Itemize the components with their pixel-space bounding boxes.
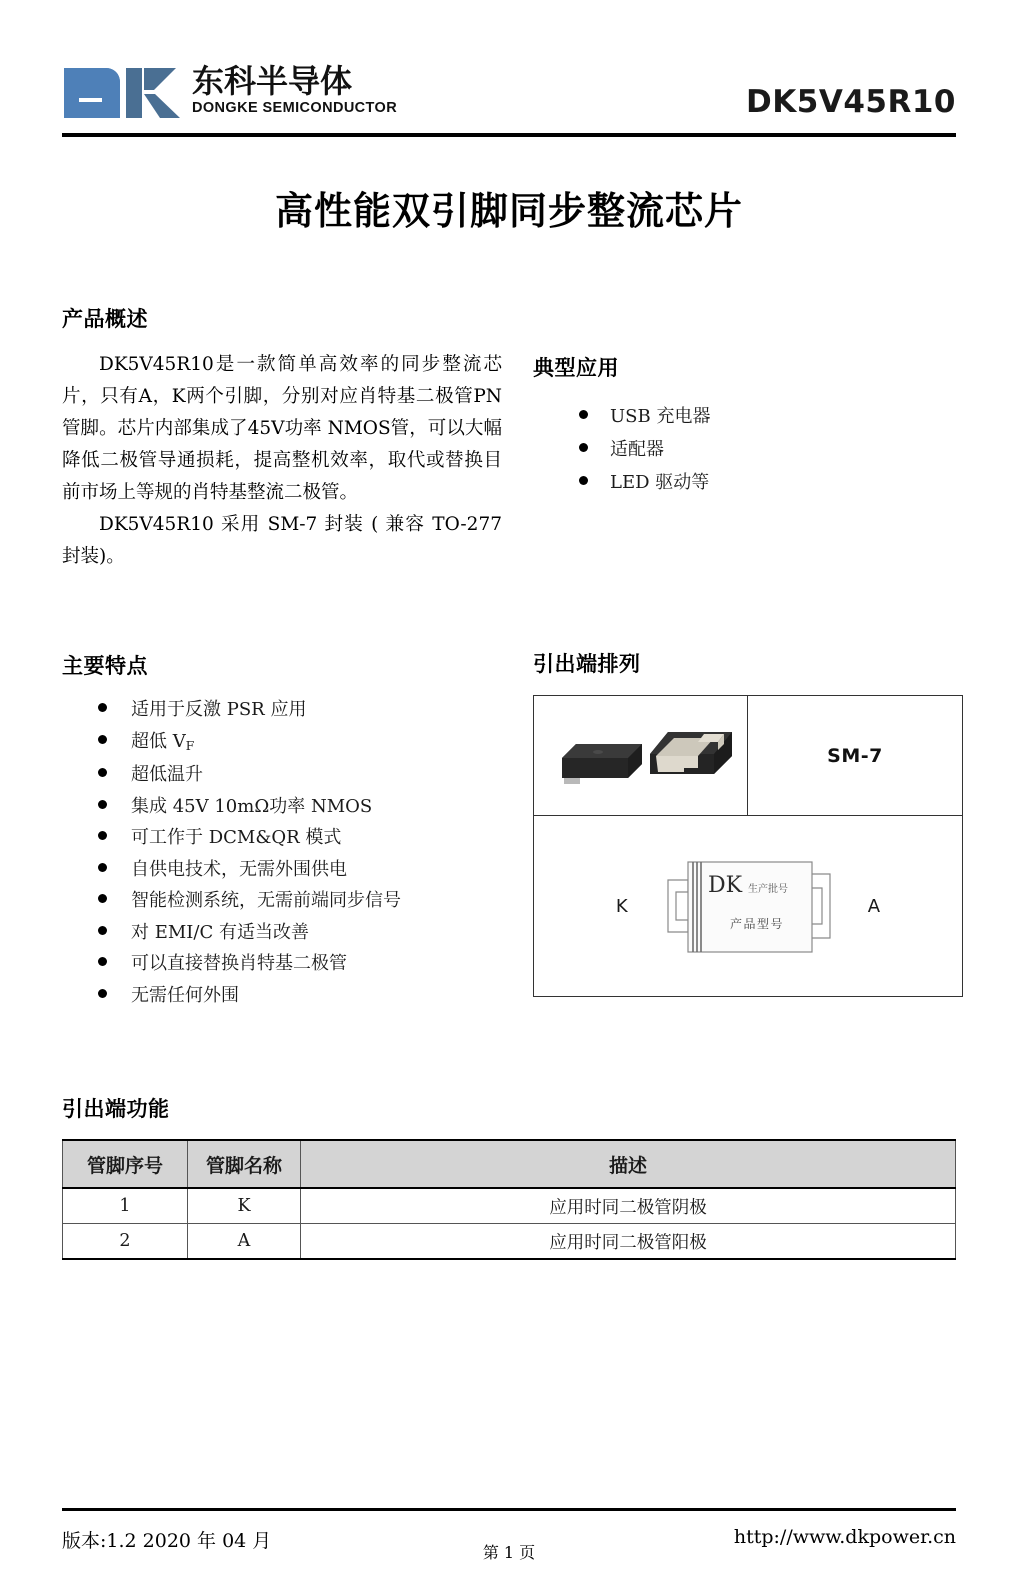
list-item <box>98 948 512 980</box>
header-divider <box>62 133 956 137</box>
pinout-bottom-row <box>534 815 962 996</box>
bullet-icon <box>579 443 588 452</box>
feature-label: 对 EMI/C 有适当改善 <box>131 921 309 943</box>
bullet-icon <box>98 703 107 712</box>
list-item <box>579 400 953 433</box>
cell-description: 应用时同二极管阴极 <box>301 1188 956 1224</box>
overview-paragraph-1: DK5V45R10是一款简单高效率的同步整流芯片，只有A，K两个引脚，分别对应肖特基二极管PN管脚。芯片内部集成了45V功率 NMOS管，可以大幅降低二极管导通损耗，提高整机效率，取代或替换目前市场上等规的肖特基整流二极管。 <box>62 354 502 503</box>
package-outline-drawing <box>616 846 880 966</box>
overview-body <box>62 349 502 573</box>
vf-subscript: F <box>185 738 195 753</box>
pin-arrangement-section <box>533 648 953 997</box>
list-item <box>98 759 512 791</box>
features-heading: 主要特点 <box>62 655 148 678</box>
company-logo <box>62 64 397 122</box>
table-row <box>63 1188 956 1224</box>
table-header <box>63 1140 956 1188</box>
application-label: USB 充电器 <box>610 406 711 427</box>
feature-label: 适用于反激 PSR 应用 <box>131 699 307 720</box>
pin-function-section <box>62 1093 956 1260</box>
overview-paragraph-2: DK5V45R10 采用 SM-7 封装 ( 兼容 TO-277 封装)。 <box>62 514 502 567</box>
feature-label: 智能检测系统，无需前端同步信号 <box>131 890 401 911</box>
column-header-description: 描述 <box>301 1140 956 1188</box>
svg-text:生产批号: 生产批号 <box>747 884 788 895</box>
applications-list <box>579 400 953 499</box>
bullet-icon <box>98 989 107 998</box>
bullet-icon <box>98 800 107 809</box>
pinout-box <box>533 695 963 997</box>
package-photo-image <box>546 712 736 800</box>
pinout-top-row <box>534 696 962 815</box>
company-name-en: DONGKE SEMICONDUCTOR <box>192 100 398 116</box>
pin-label-a: A <box>867 895 881 917</box>
part-number: DK5V45R10 <box>746 84 956 120</box>
footer-url[interactable]: http://www.dkpower.cn <box>733 1526 956 1548</box>
feature-label: 超低温升 <box>131 764 203 785</box>
list-item <box>579 466 953 499</box>
page-footer <box>62 1518 956 1568</box>
list-item <box>98 726 512 760</box>
list-item <box>98 854 512 886</box>
package-outline-svg <box>654 846 844 966</box>
bullet-icon <box>98 926 107 935</box>
cell-pin-number: 2 <box>63 1224 188 1260</box>
table-body <box>63 1188 956 1259</box>
pinout-heading: 引出端排列 <box>533 653 641 676</box>
bullet-icon <box>579 476 588 485</box>
feature-label: 集成 45V 10mΩ功率 NMOS <box>131 795 373 817</box>
svg-text:产品型号: 产品型号 <box>729 917 784 931</box>
bullet-icon <box>579 410 588 419</box>
feature-label: 超低 $V_F$ <box>131 730 195 753</box>
list-item <box>98 917 512 949</box>
typical-applications-section <box>533 352 953 499</box>
list-item <box>98 980 512 1012</box>
list-item <box>579 433 953 466</box>
cell-pin-name: A <box>188 1224 301 1260</box>
footer-page-number: 第 1 页 <box>482 1543 536 1562</box>
features-list <box>98 694 512 1011</box>
bullet-icon <box>98 768 107 777</box>
bullet-icon <box>98 863 107 872</box>
svg-text:DK: DK <box>707 873 742 898</box>
applications-heading: 典型应用 <box>533 357 619 380</box>
bullet-icon <box>98 831 107 840</box>
list-item <box>98 822 512 854</box>
feature-label: 自供电技术，无需外围供电 <box>131 858 347 880</box>
pin-function-table <box>62 1139 956 1260</box>
feature-label: 无需任何外围 <box>131 984 239 1006</box>
feature-label: 可以直接替换肖特基二极管 <box>131 953 347 974</box>
logo-wordmark <box>192 63 397 116</box>
package-photo-cell <box>534 696 748 815</box>
pin-label-k: K <box>615 895 628 917</box>
footer-version: 版本:1.2 2020 年 04 月 <box>62 1530 272 1552</box>
cell-pin-name: K <box>188 1188 301 1224</box>
application-label: 适配器 <box>610 439 664 460</box>
bullet-icon <box>98 957 107 966</box>
feature-label: 可工作于 DCM&QR 模式 <box>131 827 342 848</box>
package-name-cell: SM-7 <box>827 744 883 767</box>
list-item <box>98 885 512 917</box>
company-name-cn: 东科半导体 <box>192 63 353 99</box>
bullet-icon <box>98 894 107 903</box>
column-header-pin-number: 管脚序号 <box>63 1140 188 1188</box>
table-row <box>63 1224 956 1260</box>
key-features-section <box>62 650 512 1011</box>
page-title: 高性能双引脚同步整流芯片 <box>274 191 743 233</box>
list-item <box>98 694 512 726</box>
cell-description: 应用时同二极管阳极 <box>301 1224 956 1260</box>
footer-divider <box>62 1508 956 1511</box>
table-header-row <box>63 1140 956 1188</box>
bullet-icon <box>98 735 107 744</box>
product-overview-section <box>62 303 502 573</box>
dk-logo-mark-icon <box>62 64 184 122</box>
page-header <box>62 58 956 138</box>
cell-pin-number: 1 <box>63 1188 188 1224</box>
column-header-pin-name: 管脚名称 <box>188 1140 301 1188</box>
application-label: LED 驱动等 <box>610 472 710 493</box>
overview-heading: 产品概述 <box>62 308 148 331</box>
list-item <box>98 791 512 823</box>
pin-function-heading: 引出端功能 <box>62 1098 170 1121</box>
